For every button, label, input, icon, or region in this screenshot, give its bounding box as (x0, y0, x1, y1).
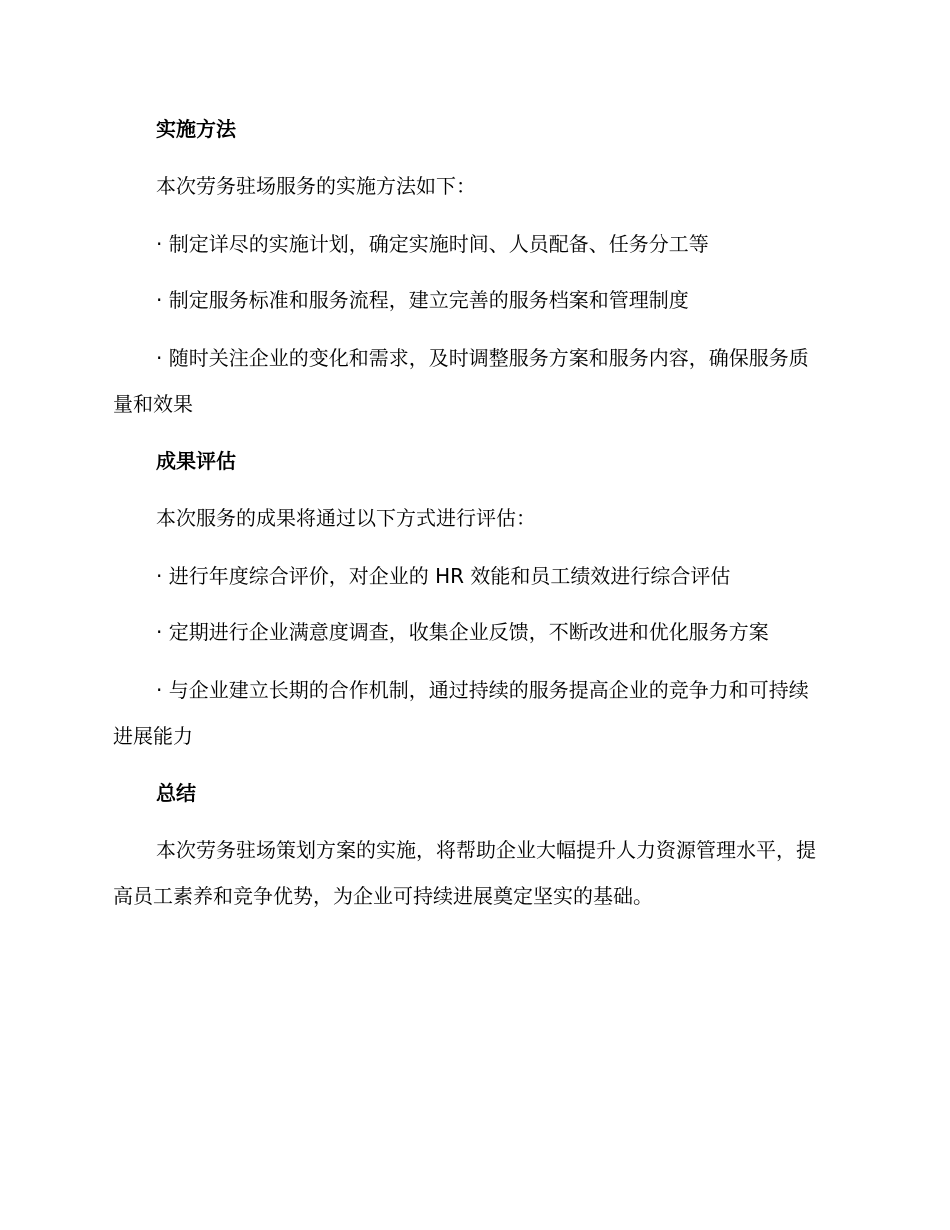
paragraph: 本次劳务驻场策划方案的实施，将帮助企业大幅提升人力资源管理水平，提高员工素养和竞争优势，为企业可持续进展奠定坚实的基础。 (113, 838, 816, 908)
section-evaluation-item-3 (113, 667, 823, 759)
section-heading: 成果评估 (156, 449, 236, 473)
section-implementation-item-1 (113, 221, 823, 267)
paragraph: 本次服务的成果将通过以下方式进行评估： (156, 506, 536, 530)
section-summary-body (113, 827, 823, 919)
section-evaluation-item-1 (113, 553, 823, 599)
section-implementation (113, 119, 823, 139)
paragraph: 本次劳务驻场服务的实施方法如下： (156, 174, 476, 198)
bullet-item: · 定期进行企业满意度调查，收集企业反馈，不断改进和优化服务方案 (156, 620, 769, 644)
section-implementation-item-2 (113, 277, 823, 323)
section-evaluation-body (113, 495, 823, 541)
section-evaluation (113, 451, 823, 471)
bullet-item: · 进行年度综合评价，对企业的 HR 效能和员工绩效进行综合评估 (156, 564, 731, 588)
bullet-item: · 制定详尽的实施计划，确定实施时间、人员配备、任务分工等 (156, 232, 709, 256)
section-summary (113, 783, 823, 803)
bullet-item: · 随时关注企业的变化和需求，及时调整服务方案和服务内容，确保服务质量和效果 (113, 346, 809, 416)
section-implementation-body (113, 163, 823, 209)
section-heading: 实施方法 (156, 117, 236, 141)
bullet-item: · 制定服务标准和服务流程，建立完善的服务档案和管理制度 (156, 288, 689, 312)
section-heading: 总结 (156, 781, 196, 805)
section-implementation-item-3 (113, 335, 823, 427)
section-evaluation-item-2 (113, 609, 823, 655)
bullet-item: · 与企业建立长期的合作机制，通过持续的服务提高企业的竞争力和可持续进展能力 (113, 678, 809, 748)
